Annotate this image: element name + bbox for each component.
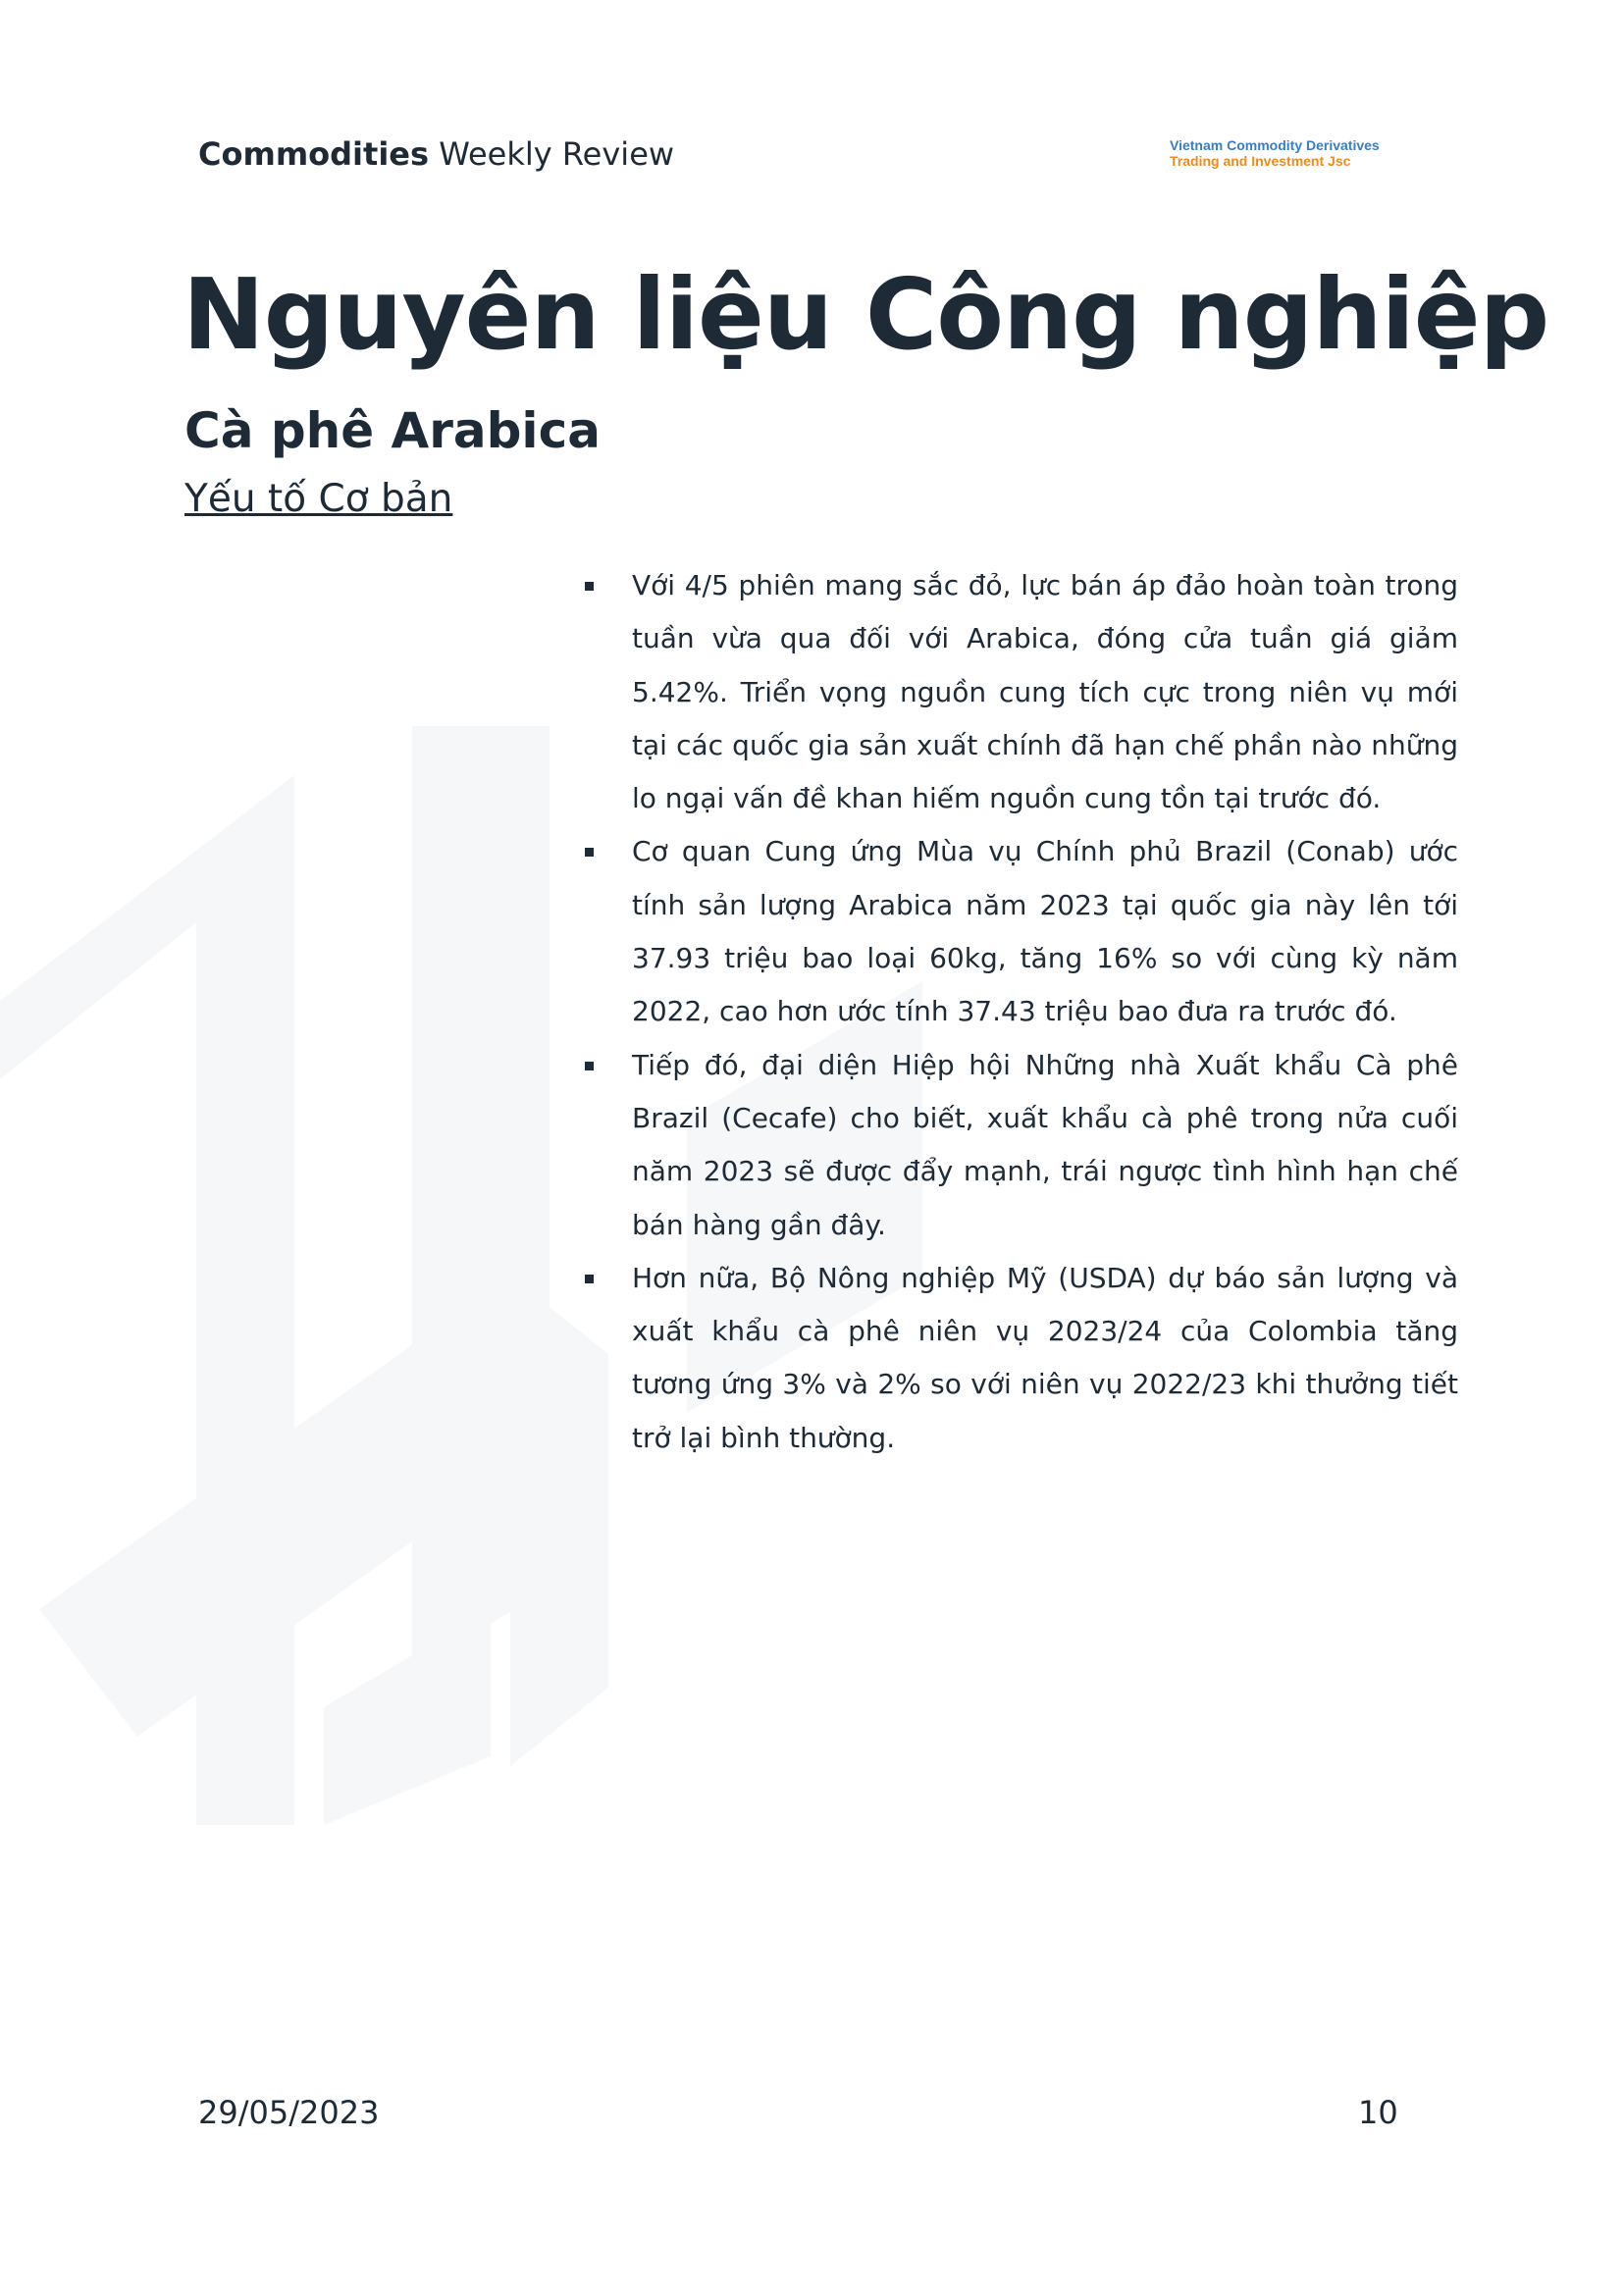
list-item-text: Với 4/5 phiên mang sắc đỏ, lực bán áp đảo hoàn toàn trong tuần vừa qua đối với Arabica, đóng cửa tuần giá giảm 5.42%. Triển vọng nguồn cung tích cực trong niên vụ mới tại các quốc gia sản xuất chính đã hạn chế phần nào những lo ngại vấn đề khan hiếm nguồn cung tồn tại trước đó. xyxy=(632,569,1458,815)
list-item xyxy=(583,559,1458,825)
commodity-subtitle: Cà phê Arabica xyxy=(184,402,601,459)
logo-line-1: Vietnam Commodity Derivatives xyxy=(1170,137,1380,153)
fundamentals-list xyxy=(583,559,1458,1465)
company-logo xyxy=(1170,137,1380,169)
logo-line-2: Trading and Investment Jsc xyxy=(1170,153,1351,169)
bullet-square-icon xyxy=(585,1275,594,1283)
bullet-square-icon xyxy=(585,1062,594,1070)
list-item xyxy=(583,1039,1458,1252)
list-item-text: Cơ quan Cung ứng Mùa vụ Chính phủ Brazil (Conab) ước tính sản lượng Arabica năm 2023 tại quốc gia này lên tới 37.93 triệu bao loại 60kg, tăng 16% so với cùng kỳ năm 2022, cao hơn ước tính 37.43 triệu bao đưa ra trước đó. xyxy=(632,835,1458,1028)
page-title: Nguyên liệu Công nghiệp xyxy=(183,257,1549,372)
list-item xyxy=(583,825,1458,1038)
page-number: 10 xyxy=(1358,2094,1398,2131)
list-item-text: Tiếp đó, đại diện Hiệp hội Những nhà Xuất khẩu Cà phê Brazil (Cecafe) cho biết, xuất khẩu cà phê trong nửa cuối năm 2023 sẽ được đẩy mạnh, trái ngược tình hình hạn chế bán hàng gần đây. xyxy=(632,1048,1458,1241)
header-brand-bold: Commodities xyxy=(198,135,430,173)
report-header xyxy=(198,135,674,173)
list-item xyxy=(583,1252,1458,1465)
section-heading: Yếu tố Cơ bản xyxy=(184,477,453,521)
header-brand-rest: Weekly Review xyxy=(429,135,675,173)
bullet-square-icon xyxy=(585,848,594,857)
footer-date: 29/05/2023 xyxy=(198,2094,380,2131)
list-item-text: Hơn nữa, Bộ Nông nghiệp Mỹ (USDA) dự báo sản lượng và xuất khẩu cà phê niên vụ 2023/24 của Colombia tăng tương ứng 3% và 2% so với niên vụ 2022/23 khi thưởng tiết trở lại bình thường. xyxy=(632,1261,1458,1454)
bullet-square-icon xyxy=(585,582,594,591)
